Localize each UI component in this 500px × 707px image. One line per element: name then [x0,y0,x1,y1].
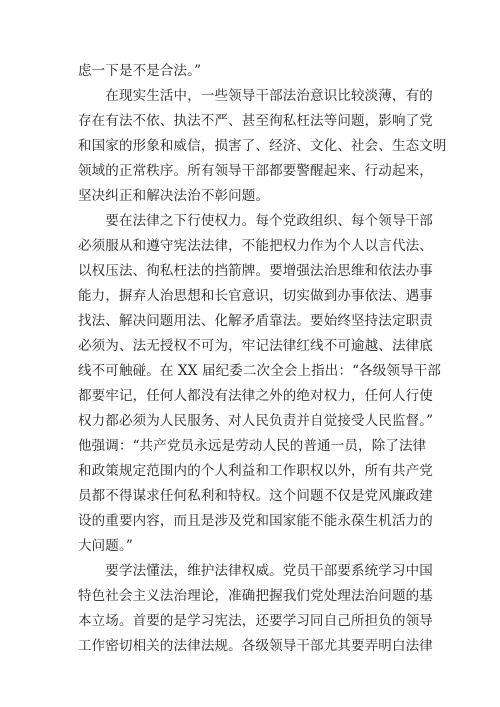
text-line: 本立场。首要的是学习宪法，还要学习同自己所担负的领导 [78,613,433,629]
text-line: 虑一下是不是合法。” [78,63,202,79]
paragraph-legal-awareness [78,84,447,209]
text-line: 以权压法、徇私枉法的挡箭牌。要增强法治思维和依法办事 [78,263,433,279]
text-line: 必须为、法无授权不可为，牢记法律红线不可逾越、法律底 [78,338,433,354]
text-line: 坚决纠正和解决法治不彰问题。 [78,188,270,204]
paragraph-continuation [78,59,426,84]
text-line: 员都不得谋求任何私利和特权。这个问题不仅是党风廉政建 [78,488,433,504]
text-line: 都要牢记，任何人都没有法律之外的绝对权力，任何人行使 [78,388,433,404]
text-line: 在现实生活中，一些领导干部法治意识比较淡薄，有的 [78,88,433,104]
text-line: 和国家的形象和威信，损害了、经济、文化、社会、生态文明 [78,138,447,154]
text-line: 和政策规定范围内的个人利益和工作职权以外，所有共产党 [78,463,433,479]
text-line: 他强调：“共产党员永远是劳动人民的普通一员，除了法律 [78,438,427,454]
text-line: 特色社会主义法治理论，准确把握我们党处理法治问题的基 [78,588,433,604]
text-line: 要在法律之下行使权力。每个党政组织、每个领导干部 [78,213,433,229]
text-line: 存在有法不依、执法不严、甚至徇私枉法等问题，影响了党 [78,113,433,129]
document-body [78,59,447,659]
text-line: 设的重要内容，而且是涉及党和国家能不能永葆生机活力的 [78,513,433,529]
text-line: 权力都必须为人民服务、对人民负责并自觉接受人民监督。” [78,413,434,429]
text-line: 要学法懂法，维护法律权威。党员干部要系统学习中国 [78,563,433,579]
paragraph-exercise-power [78,209,442,559]
text-line: 找法、解决问题用法、化解矛盾靠法。要始终坚持法定职责 [78,313,433,329]
text-line: 工作密切相关的法律法规。各级领导干部尤其要弄明白法律 [78,638,433,654]
text-line: 领域的正常秩序。所有领导干部都要警醒起来、行动起来， [78,163,433,179]
paragraph-learn-law [78,559,433,659]
text-line: 线不可触碰。在 XX 届纪委二次全会上指出：“各级领导干部 [78,363,442,379]
text-line: 必须服从和遵守宪法法律，不能把权力作为个人以言代法、 [78,238,433,254]
text-line: 能力，摒弃人治思想和长官意识，切实做到办事依法、遇事 [78,288,433,304]
text-line: 大问题。” [78,538,133,554]
